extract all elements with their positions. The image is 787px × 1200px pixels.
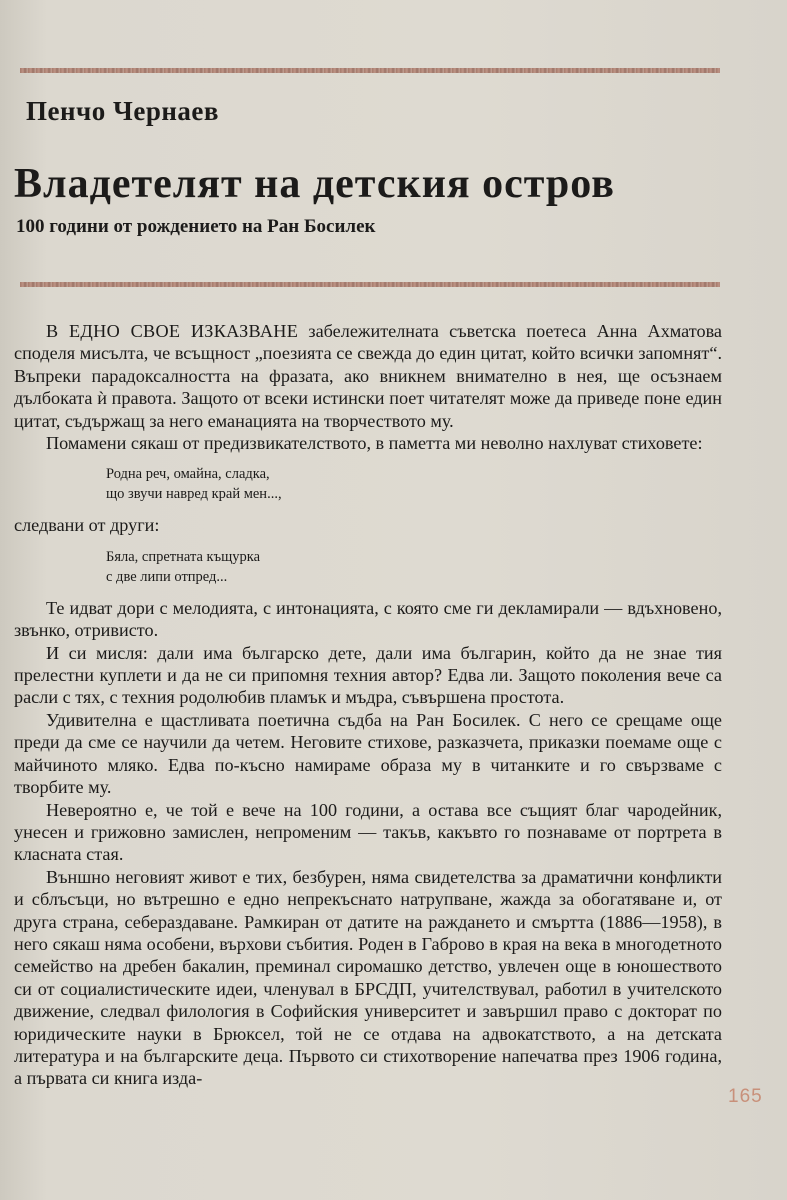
verse-line: Родна реч, омайна, сладка, [106, 466, 270, 483]
paragraph-8: Външно неговият живот е тих, безбурен, няма свидетелства за драматични конфликти и сблъсъци, но вътрешно е едно непрекъснато натрупване, жажда за обогатяване и, от друга страна, себераздаване. Рамкиран от датите на раждането и смъртта (1886—1958), в него сякаш няма особени, върхови събития. Роден в Габрово в края на века в многодетното семейство на дребен бакалин, преминал сиромашко детство, увлечен още в юношеството си от социалистическите идеи, членувал в БРСДП, учителствувал, работил в учителското движение, следвал филология в Софийския университет и завършил право с докторат по юридическите науки в Брюксел, той не се отдава на адвокатството, а на детската литература и на българските деца. Първото си стихотворение напечатва през 1906 година, а първата си книга изда- [14, 866, 722, 1089]
paragraph-2: Помамени сякаш от предизвикателството, в паметта ми неволно нахлуват стиховете: [46, 433, 703, 454]
paragraph-7: Невероятно е, че той е вече на 100 години, а остава все същият благ чародейник, унесен и грижовно замислен, непроменим — такъв, какъвто го познаваме от портрета в класната стая. [14, 799, 722, 865]
article-title: Владетелят на детския остров [14, 161, 615, 207]
article-subtitle: 100 години от рождението на Ран Босилек [16, 216, 376, 237]
lead-in-caps: В ЕДНО СВОЕ ИЗКАЗВАНЕ [46, 321, 299, 341]
paragraph-3: следвани от други: [14, 515, 160, 536]
verse-quote-1 [106, 464, 722, 504]
verse-line: с две липи отпред... [106, 568, 228, 585]
paragraph-6: Удивителна е щастливата поетична съдба на Ран Босилек. С него се срещаме още преди да сме се научили да четем. Неговите стихове, разказчета, приказки поемаме още с майчиното мляко. Едва по-късно намираме образа му в читанките и го свързваме с творбите му. [14, 709, 722, 798]
page-number: 165 [728, 1086, 763, 1107]
paragraph-4: Те идват дори с мелодията, с интонацията, с която сме ги декламирали — вдъхновено, звънко, отривисто. [14, 597, 722, 641]
verse-line: що звучи навред край мен..., [106, 486, 282, 503]
paragraph-1-text: забележителната съветска поетеса Анна Ахматова споделя мисълта, че всъщност „поезията се свежда до един цитат, който всички запомнят“. Въпреки парадоксалността на фразата, ако вникнем внимателно в нея, ще осъзнаем дълбоката ѝ правота. Защото от всеки истински поет читателят може да приведе поне един цитат, съдържащ за него еманацията на творчеството му. [14, 321, 722, 431]
paragraph-1 [14, 320, 722, 432]
article-body [14, 320, 722, 1090]
article-author: Пенчо Чернаев [26, 96, 219, 126]
verse-quote-2 [106, 547, 722, 587]
paragraph-5: И си мисля: дали има българско дете, дали има българин, който да не знае тия прелестни куплети и да не си припомня техния автор? Едва ли. Защото поколения вече са расли с тях, с техния родолюбив пламък и мъдра, съвършена простота. [14, 642, 722, 708]
top-decorative-rule [20, 68, 720, 73]
header-divider-rule [20, 282, 720, 287]
verse-line: Бяла, спретната къщурка [106, 548, 260, 565]
